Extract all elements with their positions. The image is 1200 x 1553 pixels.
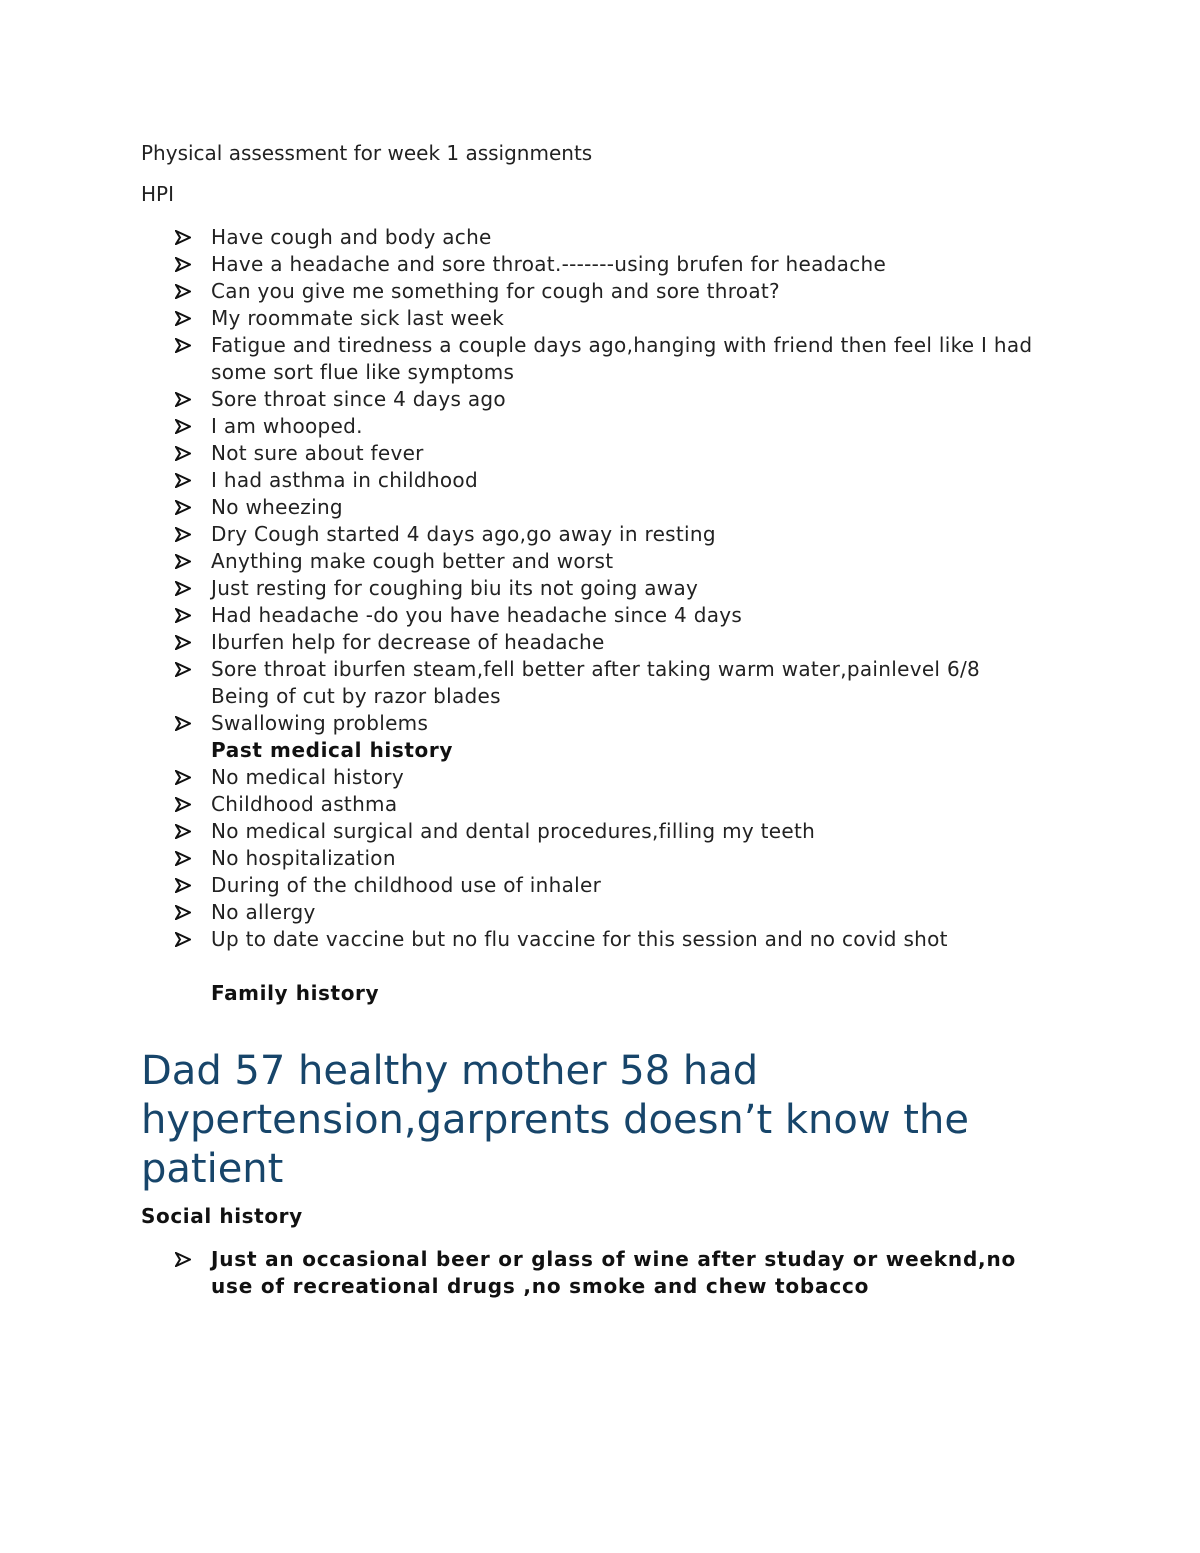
list-item-text: Have a headache and sore throat.-------using brufen for headache <box>211 252 887 276</box>
list-item-text: No wheezing <box>211 495 343 519</box>
list-item-text: No medical history <box>211 765 404 789</box>
list-item <box>141 548 1041 575</box>
list-item-text: I had asthma in childhood <box>211 468 478 492</box>
list-item-text: Just resting for coughing biu its not going away <box>211 576 699 600</box>
arrowhead-bullet-icon <box>175 305 195 332</box>
list-item <box>141 224 1041 251</box>
list-item <box>141 926 1041 953</box>
list-item <box>141 1246 1041 1300</box>
arrowhead-bullet-icon <box>175 926 195 953</box>
hpi-list <box>141 224 1041 737</box>
arrowhead-bullet-icon <box>175 818 195 845</box>
arrowhead-bullet-icon <box>175 656 195 683</box>
list-item <box>141 656 1041 710</box>
list-item <box>141 467 1041 494</box>
list-item-text: Up to date vaccine but no flu vaccine for this session and no covid shot <box>211 927 948 951</box>
arrowhead-bullet-icon <box>175 224 195 251</box>
arrowhead-bullet-icon <box>175 440 195 467</box>
list-item-text: No allergy <box>211 900 316 924</box>
arrowhead-bullet-icon <box>175 872 195 899</box>
arrowhead-bullet-icon <box>175 467 195 494</box>
list-item-text: Swallowing problems <box>211 711 429 735</box>
social-history-list <box>141 1246 1041 1300</box>
arrowhead-bullet-icon <box>175 575 195 602</box>
list-item <box>141 494 1041 521</box>
list-item-text: No hospitalization <box>211 846 396 870</box>
arrowhead-bullet-icon <box>175 278 195 305</box>
arrowhead-bullet-icon <box>175 845 195 872</box>
list-item <box>141 764 1041 791</box>
list-item <box>141 899 1041 926</box>
list-item-text: Iburfen help for decrease of headache <box>211 630 605 654</box>
past-medical-history-heading: Past medical history <box>211 738 453 762</box>
list-item-text: Just an occasional beer or glass of wine after studay or weeknd,no use of recreational drugs ,no smoke and chew tobacco <box>211 1247 1017 1298</box>
list-item <box>141 440 1041 467</box>
list-item <box>141 710 1041 737</box>
list-item-text: Not sure about fever <box>211 441 424 465</box>
arrowhead-bullet-icon <box>175 710 195 737</box>
list-item <box>141 521 1041 548</box>
arrowhead-bullet-icon <box>175 764 195 791</box>
list-item <box>141 818 1041 845</box>
hpi-label: HPI <box>141 182 174 206</box>
list-item-text: Have cough and body ache <box>211 225 492 249</box>
arrowhead-bullet-icon <box>175 332 195 359</box>
list-item <box>141 278 1041 305</box>
list-item <box>141 872 1041 899</box>
list-item <box>141 575 1041 602</box>
arrowhead-bullet-icon <box>175 602 195 629</box>
arrowhead-bullet-icon <box>175 791 195 818</box>
list-item-text: Dry Cough started 4 days ago,go away in resting <box>211 522 716 546</box>
arrowhead-bullet-icon <box>175 629 195 656</box>
document-page <box>141 138 1041 1300</box>
list-item <box>141 791 1041 818</box>
arrowhead-bullet-icon <box>175 899 195 926</box>
list-item-text: Anything make cough better and worst <box>211 549 614 573</box>
list-item-text: Had headache -do you have headache since 4 days <box>211 603 743 627</box>
list-item-text: Fatigue and tiredness a couple days ago,hanging with friend then feel like I had some sort flue like symptoms <box>211 333 1033 384</box>
arrowhead-bullet-icon <box>175 521 195 548</box>
past-medical-history-list <box>141 764 1041 953</box>
list-item-text: My roommate sick last week <box>211 306 505 330</box>
arrowhead-bullet-icon <box>175 386 195 413</box>
arrowhead-bullet-icon <box>175 548 195 575</box>
list-item-text: No medical surgical and dental procedures,filling my teeth <box>211 819 816 843</box>
list-item <box>141 602 1041 629</box>
social-history-heading: Social history <box>141 1204 303 1228</box>
list-item-text: I am whooped. <box>211 414 363 438</box>
list-item <box>141 413 1041 440</box>
list-item <box>141 251 1041 278</box>
list-item <box>141 845 1041 872</box>
list-item-text: Can you give me something for cough and sore throat? <box>211 279 780 303</box>
arrowhead-bullet-icon <box>175 494 195 521</box>
list-item-text: During of the childhood use of inhaler <box>211 873 602 897</box>
document-title: Physical assessment for week 1 assignments <box>141 141 593 165</box>
arrowhead-bullet-icon <box>175 251 195 278</box>
list-item <box>141 386 1041 413</box>
list-item-text: Sore throat iburfen steam,fell better after taking warm water,painlevel 6/8 Being of cut by razor blades <box>211 657 981 708</box>
arrowhead-bullet-icon <box>175 1246 195 1273</box>
family-history-text: Dad 57 healthy mother 58 had hypertension,garprents doesn’t know the patient <box>141 1048 969 1192</box>
arrowhead-bullet-icon <box>175 413 195 440</box>
list-item-text: Sore throat since 4 days ago <box>211 387 506 411</box>
list-item <box>141 305 1041 332</box>
list-item-text: Childhood asthma <box>211 792 398 816</box>
list-item <box>141 332 1041 386</box>
family-history-heading: Family history <box>211 981 380 1005</box>
list-item <box>141 629 1041 656</box>
